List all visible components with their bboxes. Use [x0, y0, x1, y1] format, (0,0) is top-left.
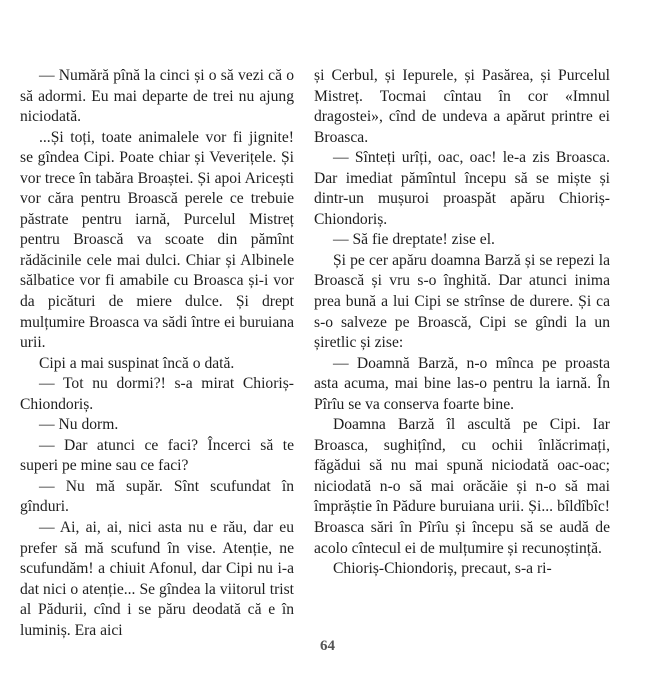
- paragraph: — Doamnă Barză, n-o mînca pe proasta asta acuma, mai bine las-o pentru la iarnă. În Pîrîu se va conserva foarte bine.: [314, 354, 610, 413]
- paragraph: — Nu dorm.: [39, 416, 119, 434]
- paragraph: — Să fie dreptate! zise el.: [333, 231, 495, 249]
- paragraph: — Nu mă supăr. Sînt scufundat în gînduri.: [20, 477, 294, 516]
- page-number: 64: [320, 638, 335, 654]
- paragraph: Cipi a mai suspinat încă o dată.: [39, 354, 235, 372]
- paragraph: și Cerbul, și Iepurele, și Pasărea, și Purcelul Mistreț. Tocmai cîntau în cor «Imnul dragostei», cînd de undeva a apărut printre ei Broasca.: [314, 67, 610, 146]
- paragraph: Doamna Barză îl ascultă pe Cipi. Iar Broasca, sughițînd, cu ochii înlăcrimați, făgădui să nu mai spună niciodată oac-oac; niciodată n-o să mai orăcăie și n-o să mai împrăștie în Pădure buruiana urii. Și... bîldîbîc! Broasca sări în Pîrîu și începu să se audă de acolo cîntecul ei de mulțumire și recunoștință.: [314, 416, 610, 557]
- paragraph: Și pe cer apăru doamna Barză și se repezi la Broască și vru s-o înghită. Dar atunci inima prea bună a lui Cipi se strînse de durere. Și ca s-o salveze pe Broască, Cipi se gîndi la un șiretlic și zise:: [314, 251, 610, 352]
- paragraph: — Tot nu dormi?! s-a mirat Chioriș-Chiondoriș.: [20, 375, 294, 413]
- paragraph: — Ai, ai, ai, nici asta nu e rău, dar eu prefer să mă scufund în vise. Atenție, ne scufundăm! a chiuit Afonul, dar Cipi nu i-a dat nici o atenție... Se gîndea la viitorul trist al Pădurii, cînd i se păru deodată că e în luminiș. Era aici: [20, 519, 294, 639]
- paragraph: ...Și toți, toate animalele vor fi jignite! se gîndea Cipi. Poate chiar și Veverițele. Și vor trece în tabăra Broaștei. Și apoi Aricești vor căra pentru Broască perele ce trebuie păstrate pentru iarnă, Purcelul Mistreț pentru Broască va scoate din pămînt rădăcinile cele mai dulci. Chiar și Albinele sălbatice vor fi amabile cu Broasca și-i vor da picături de miere dulce. Și drept mulțumire Broasca va sădi între ei buruiana urii.: [20, 128, 294, 352]
- paragraph: Chioriș-Chiondoriș, precaut, s-a ri-: [333, 560, 552, 578]
- paragraph: — Sînteți urîți, oac, oac! le-a zis Broasca. Dar imediat pămîntul începu să se miște și dintr-un mușuroi proaspăt apăru Chioriș-Chiondoriș.: [314, 149, 610, 228]
- left-text-column: [20, 66, 294, 641]
- paragraph: — Dar atunci ce faci? Încerci să te superi pe mine sau ce faci?: [20, 436, 294, 475]
- paragraph: — Numără pînă la cinci și o să vezi că o să adormi. Eu mai departe de trei nu ajung niciodată.: [20, 67, 294, 126]
- right-text-column: [314, 66, 610, 580]
